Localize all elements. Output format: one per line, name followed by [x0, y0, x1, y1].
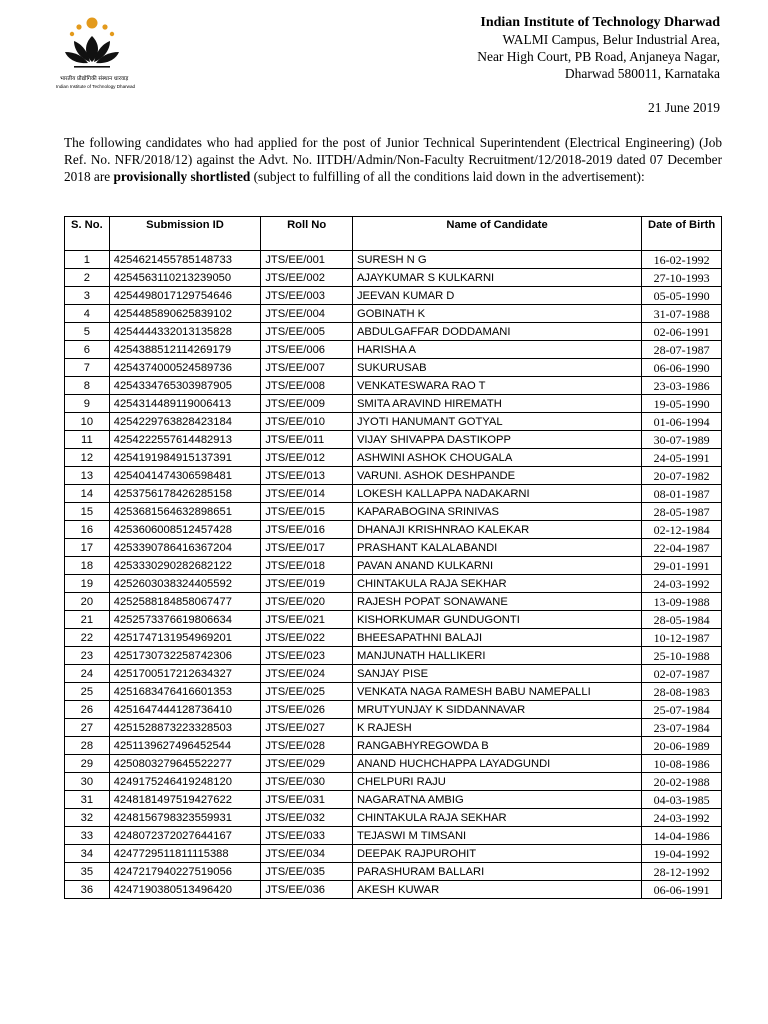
cell-roll-no: JTS/EE/019 — [261, 575, 353, 593]
cell-submission-id: 4253756178426285158 — [109, 485, 261, 503]
cell-candidate-name: VIJAY SHIVAPPA DASTIKOPP — [352, 431, 641, 449]
table-row — [65, 521, 722, 539]
cell-date-of-birth: 28-12-1992 — [642, 863, 722, 881]
cell-submission-id: 4251747131954969201 — [109, 629, 261, 647]
cell-candidate-name: PAVAN ANAND KULKARNI — [352, 557, 641, 575]
cell-date-of-birth: 16-02-1992 — [642, 251, 722, 269]
cell-roll-no: JTS/EE/001 — [261, 251, 353, 269]
cell-date-of-birth: 20-07-1982 — [642, 467, 722, 485]
table-row — [65, 467, 722, 485]
cell-sno: 33 — [65, 827, 110, 845]
cell-sno: 32 — [65, 809, 110, 827]
cell-submission-id: 4248072372027644167 — [109, 827, 261, 845]
address-line-1: WALMI Campus, Belur Industrial Area, — [502, 32, 720, 47]
table-row — [65, 791, 722, 809]
cell-date-of-birth: 22-04-1987 — [642, 539, 722, 557]
cell-date-of-birth: 04-03-1985 — [642, 791, 722, 809]
table-row — [65, 575, 722, 593]
cell-date-of-birth: 24-03-1992 — [642, 809, 722, 827]
cell-candidate-name: AKESH KUWAR — [352, 881, 641, 899]
cell-roll-no: JTS/EE/024 — [261, 665, 353, 683]
cell-sno: 34 — [65, 845, 110, 863]
cell-submission-id: 4250803279645522277 — [109, 755, 261, 773]
cell-roll-no: JTS/EE/027 — [261, 719, 353, 737]
cell-sno: 22 — [65, 629, 110, 647]
cell-sno: 21 — [65, 611, 110, 629]
cell-submission-id: 4251700517212634327 — [109, 665, 261, 683]
cell-roll-no: JTS/EE/028 — [261, 737, 353, 755]
cell-sno: 23 — [65, 647, 110, 665]
cell-submission-id: 4254621455785148733 — [109, 251, 261, 269]
table-row — [65, 485, 722, 503]
cell-date-of-birth: 08-01-1987 — [642, 485, 722, 503]
institute-address-block — [477, 14, 720, 82]
intro-bold-text: provisionally shortlisted — [113, 169, 251, 184]
cell-sno: 11 — [65, 431, 110, 449]
cell-date-of-birth: 13-09-1988 — [642, 593, 722, 611]
cell-roll-no: JTS/EE/034 — [261, 845, 353, 863]
cell-sno: 26 — [65, 701, 110, 719]
cell-roll-no: JTS/EE/035 — [261, 863, 353, 881]
cell-roll-no: JTS/EE/025 — [261, 683, 353, 701]
cell-candidate-name: VARUNI. ASHOK DESHPANDE — [352, 467, 641, 485]
cell-roll-no: JTS/EE/007 — [261, 359, 353, 377]
cell-sno: 4 — [65, 305, 110, 323]
cell-submission-id: 4251683476416601353 — [109, 683, 261, 701]
cell-candidate-name: NAGARATNA AMBIG — [352, 791, 641, 809]
cell-submission-id: 4247729511811115388 — [109, 845, 261, 863]
cell-date-of-birth: 23-07-1984 — [642, 719, 722, 737]
table-row — [65, 665, 722, 683]
table-row — [65, 269, 722, 287]
table-row — [65, 773, 722, 791]
cell-candidate-name: PRASHANT KALALABANDI — [352, 539, 641, 557]
cell-date-of-birth: 02-07-1987 — [642, 665, 722, 683]
cell-candidate-name: KISHORKUMAR GUNDUGONTI — [352, 611, 641, 629]
header-date-of-birth: Date of Birth — [642, 217, 722, 251]
cell-submission-id: 4254498017129754646 — [109, 287, 261, 305]
cell-roll-no: JTS/EE/036 — [261, 881, 353, 899]
table-body — [65, 251, 722, 899]
cell-candidate-name: MANJUNATH HALLIKERI — [352, 647, 641, 665]
cell-submission-id: 4254374000524589736 — [109, 359, 261, 377]
cell-candidate-name: SANJAY PISE — [352, 665, 641, 683]
cell-sno: 7 — [65, 359, 110, 377]
cell-sno: 29 — [65, 755, 110, 773]
cell-sno: 8 — [65, 377, 110, 395]
institute-name: Indian Institute of Technology Dharwad — [480, 15, 720, 30]
cell-roll-no: JTS/EE/016 — [261, 521, 353, 539]
table-row — [65, 647, 722, 665]
cell-submission-id: 4247190380513496420 — [109, 881, 261, 899]
table-row — [65, 593, 722, 611]
logo-english-text: Indian Institute of Technology Dharwad — [56, 84, 136, 89]
cell-date-of-birth: 28-07-1987 — [642, 341, 722, 359]
cell-candidate-name: RANGABHYREGOWDA B — [352, 737, 641, 755]
cell-candidate-name: ASHWINI ASHOK CHOUGALA — [352, 449, 641, 467]
cell-sno: 13 — [65, 467, 110, 485]
table-row — [65, 341, 722, 359]
cell-sno: 36 — [65, 881, 110, 899]
cell-candidate-name: CHINTAKULA RAJA SEKHAR — [352, 809, 641, 827]
cell-candidate-name: RAJESH POPAT SONAWANE — [352, 593, 641, 611]
cell-submission-id: 4254222557614482913 — [109, 431, 261, 449]
cell-submission-id: 4248156798323559931 — [109, 809, 261, 827]
cell-roll-no: JTS/EE/020 — [261, 593, 353, 611]
cell-candidate-name: DHANAJI KRISHNRAO KALEKAR — [352, 521, 641, 539]
table-row — [65, 539, 722, 557]
cell-roll-no: JTS/EE/009 — [261, 395, 353, 413]
table-row — [65, 449, 722, 467]
cell-roll-no: JTS/EE/023 — [261, 647, 353, 665]
cell-sno: 19 — [65, 575, 110, 593]
cell-candidate-name: PARASHURAM BALLARI — [352, 863, 641, 881]
cell-candidate-name: VENKATA NAGA RAMESH BABU NAMEPALLI — [352, 683, 641, 701]
cell-date-of-birth: 28-05-1987 — [642, 503, 722, 521]
document-date: 21 June 2019 — [648, 100, 720, 115]
cell-sno: 20 — [65, 593, 110, 611]
cell-sno: 30 — [65, 773, 110, 791]
table-row — [65, 377, 722, 395]
cell-roll-no: JTS/EE/010 — [261, 413, 353, 431]
cell-submission-id: 4253681564632898651 — [109, 503, 261, 521]
table-row — [65, 683, 722, 701]
cell-candidate-name: HARISHA A — [352, 341, 641, 359]
cell-submission-id: 4249175246419248120 — [109, 773, 261, 791]
intro-text-after: (subject to fulfilling of all the conditions laid down in the advertisement): — [250, 169, 645, 184]
cell-date-of-birth: 24-03-1992 — [642, 575, 722, 593]
cell-candidate-name: SURESH N G — [352, 251, 641, 269]
cell-sno: 2 — [65, 269, 110, 287]
cell-submission-id: 4254229763828423184 — [109, 413, 261, 431]
cell-roll-no: JTS/EE/013 — [261, 467, 353, 485]
cell-sno: 15 — [65, 503, 110, 521]
iit-dharwad-logo — [56, 14, 136, 96]
cell-roll-no: JTS/EE/029 — [261, 755, 353, 773]
cell-submission-id: 4254485890625839102 — [109, 305, 261, 323]
cell-candidate-name: ABDULGAFFAR DODDAMANI — [352, 323, 641, 341]
table-row — [65, 251, 722, 269]
cell-date-of-birth: 06-06-1991 — [642, 881, 722, 899]
cell-date-of-birth: 27-10-1993 — [642, 269, 722, 287]
address-line-2: Near High Court, PB Road, Anjaneya Nagar, — [477, 49, 720, 64]
cell-submission-id: 4248181497519427622 — [109, 791, 261, 809]
cell-sno: 24 — [65, 665, 110, 683]
cell-roll-no: JTS/EE/021 — [261, 611, 353, 629]
cell-candidate-name: JEEVAN KUMAR D — [352, 287, 641, 305]
cell-roll-no: JTS/EE/003 — [261, 287, 353, 305]
cell-roll-no: JTS/EE/026 — [261, 701, 353, 719]
cell-roll-no: JTS/EE/006 — [261, 341, 353, 359]
cell-date-of-birth: 31-07-1988 — [642, 305, 722, 323]
cell-roll-no: JTS/EE/030 — [261, 773, 353, 791]
logo-hindi-text: भारतीय प्रौद्योगिकी संस्थान धारवाड़ — [60, 76, 129, 82]
cell-submission-id: 4252573376619806634 — [109, 611, 261, 629]
cell-sno: 9 — [65, 395, 110, 413]
cell-submission-id: 4254041474306598481 — [109, 467, 261, 485]
header-sno: S. No. — [65, 217, 110, 251]
cell-sno: 5 — [65, 323, 110, 341]
table-row — [65, 629, 722, 647]
table-row — [65, 809, 722, 827]
cell-sno: 10 — [65, 413, 110, 431]
cell-sno: 25 — [65, 683, 110, 701]
cell-date-of-birth: 30-07-1989 — [642, 431, 722, 449]
cell-date-of-birth: 01-06-1994 — [642, 413, 722, 431]
intro-text-before: The following candidates who had applied for the post of Junior Technical Superintendent (Electrical Engineering) (Job Ref. No. NFR/2018/12) against the Advt. No. IITDH/Admin/Non-Faculty Recruitment/12/2018-2019 dated 07 December 2018 are — [64, 135, 722, 184]
cell-sno: 3 — [65, 287, 110, 305]
intro-paragraph — [64, 134, 722, 185]
cell-candidate-name: DEEPAK RAJPUROHIT — [352, 845, 641, 863]
cell-submission-id: 4254314489119006413 — [109, 395, 261, 413]
table-row — [65, 395, 722, 413]
cell-candidate-name: AJAYKUMAR S KULKARNI — [352, 269, 641, 287]
cell-date-of-birth: 02-06-1991 — [642, 323, 722, 341]
cell-roll-no: JTS/EE/012 — [261, 449, 353, 467]
table-row — [65, 737, 722, 755]
header-candidate-name: Name of Candidate — [352, 217, 641, 251]
cell-sno: 18 — [65, 557, 110, 575]
cell-date-of-birth: 06-06-1990 — [642, 359, 722, 377]
cell-submission-id: 4254444332013135828 — [109, 323, 261, 341]
table-row — [65, 431, 722, 449]
cell-date-of-birth: 28-08-1983 — [642, 683, 722, 701]
cell-submission-id: 4254388512114269179 — [109, 341, 261, 359]
cell-date-of-birth: 10-12-1987 — [642, 629, 722, 647]
cell-candidate-name: VENKATESWARA RAO T — [352, 377, 641, 395]
cell-date-of-birth: 23-03-1986 — [642, 377, 722, 395]
cell-submission-id: 4251730732258742306 — [109, 647, 261, 665]
cell-roll-no: JTS/EE/014 — [261, 485, 353, 503]
table-row — [65, 503, 722, 521]
table-row — [65, 287, 722, 305]
cell-submission-id: 4252603038324405592 — [109, 575, 261, 593]
cell-submission-id: 4254191984915137391 — [109, 449, 261, 467]
cell-date-of-birth: 28-05-1984 — [642, 611, 722, 629]
table-row — [65, 323, 722, 341]
table-row — [65, 611, 722, 629]
address-line-3: Dharwad 580011, Karnataka — [564, 66, 720, 81]
table-row — [65, 863, 722, 881]
cell-roll-no: JTS/EE/017 — [261, 539, 353, 557]
cell-candidate-name: SMITA ARAVIND HIREMATH — [352, 395, 641, 413]
table-row — [65, 845, 722, 863]
cell-sno: 35 — [65, 863, 110, 881]
table-row — [65, 719, 722, 737]
cell-candidate-name: JYOTI HANUMANT GOTYAL — [352, 413, 641, 431]
header-roll-no: Roll No — [261, 217, 353, 251]
cell-sno: 31 — [65, 791, 110, 809]
cell-submission-id: 4253390786416367204 — [109, 539, 261, 557]
cell-submission-id: 4254563110213239050 — [109, 269, 261, 287]
cell-candidate-name: ANAND HUCHCHAPPA LAYADGUNDI — [352, 755, 641, 773]
cell-submission-id: 4247217940227519056 — [109, 863, 261, 881]
cell-sno: 12 — [65, 449, 110, 467]
cell-submission-id: 4251528873223328503 — [109, 719, 261, 737]
cell-submission-id: 4254334765303987905 — [109, 377, 261, 395]
table-row — [65, 557, 722, 575]
cell-roll-no: JTS/EE/008 — [261, 377, 353, 395]
cell-sno: 6 — [65, 341, 110, 359]
header-submission-id: Submission ID — [109, 217, 261, 251]
cell-sno: 14 — [65, 485, 110, 503]
cell-roll-no: JTS/EE/022 — [261, 629, 353, 647]
table-row — [65, 701, 722, 719]
cell-submission-id: 4253606008512457428 — [109, 521, 261, 539]
cell-sno: 17 — [65, 539, 110, 557]
cell-date-of-birth: 10-08-1986 — [642, 755, 722, 773]
cell-date-of-birth: 20-02-1988 — [642, 773, 722, 791]
cell-date-of-birth: 24-05-1991 — [642, 449, 722, 467]
table-row — [65, 413, 722, 431]
cell-candidate-name: K RAJESH — [352, 719, 641, 737]
cell-candidate-name: CHINTAKULA RAJA SEKHAR — [352, 575, 641, 593]
cell-roll-no: JTS/EE/005 — [261, 323, 353, 341]
cell-submission-id: 4251139627496452544 — [109, 737, 261, 755]
cell-roll-no: JTS/EE/004 — [261, 305, 353, 323]
cell-candidate-name: TEJASWI M TIMSANI — [352, 827, 641, 845]
lotus-emblem-icon — [60, 14, 124, 76]
cell-date-of-birth: 14-04-1986 — [642, 827, 722, 845]
table-header-row — [65, 217, 722, 251]
cell-roll-no: JTS/EE/011 — [261, 431, 353, 449]
cell-date-of-birth: 05-05-1990 — [642, 287, 722, 305]
table-row — [65, 827, 722, 845]
cell-date-of-birth: 29-01-1991 — [642, 557, 722, 575]
cell-date-of-birth: 19-04-1992 — [642, 845, 722, 863]
cell-roll-no: JTS/EE/018 — [261, 557, 353, 575]
cell-candidate-name: SUKURUSAB — [352, 359, 641, 377]
cell-sno: 27 — [65, 719, 110, 737]
cell-candidate-name: GOBINATH K — [352, 305, 641, 323]
cell-candidate-name: KAPARABOGINA SRINIVAS — [352, 503, 641, 521]
cell-roll-no: JTS/EE/031 — [261, 791, 353, 809]
cell-roll-no: JTS/EE/015 — [261, 503, 353, 521]
table-row — [65, 755, 722, 773]
cell-roll-no: JTS/EE/033 — [261, 827, 353, 845]
cell-date-of-birth: 25-07-1984 — [642, 701, 722, 719]
cell-sno: 16 — [65, 521, 110, 539]
table-row — [65, 881, 722, 899]
cell-date-of-birth: 19-05-1990 — [642, 395, 722, 413]
cell-roll-no: JTS/EE/032 — [261, 809, 353, 827]
cell-candidate-name: LOKESH KALLAPPA NADAKARNI — [352, 485, 641, 503]
cell-date-of-birth: 25-10-1988 — [642, 647, 722, 665]
cell-sno: 1 — [65, 251, 110, 269]
cell-submission-id: 4251647444128736410 — [109, 701, 261, 719]
shortlist-table — [64, 216, 722, 899]
cell-roll-no: JTS/EE/002 — [261, 269, 353, 287]
cell-submission-id: 4252588184858067477 — [109, 593, 261, 611]
cell-sno: 28 — [65, 737, 110, 755]
cell-submission-id: 4253330290282682122 — [109, 557, 261, 575]
table-row — [65, 305, 722, 323]
cell-candidate-name: BHEESAPATHNI BALAJI — [352, 629, 641, 647]
cell-candidate-name: MRUTYUNJAY K SIDDANNAVAR — [352, 701, 641, 719]
cell-date-of-birth: 02-12-1984 — [642, 521, 722, 539]
table-row — [65, 359, 722, 377]
cell-candidate-name: CHELPURI RAJU — [352, 773, 641, 791]
cell-date-of-birth: 20-06-1989 — [642, 737, 722, 755]
